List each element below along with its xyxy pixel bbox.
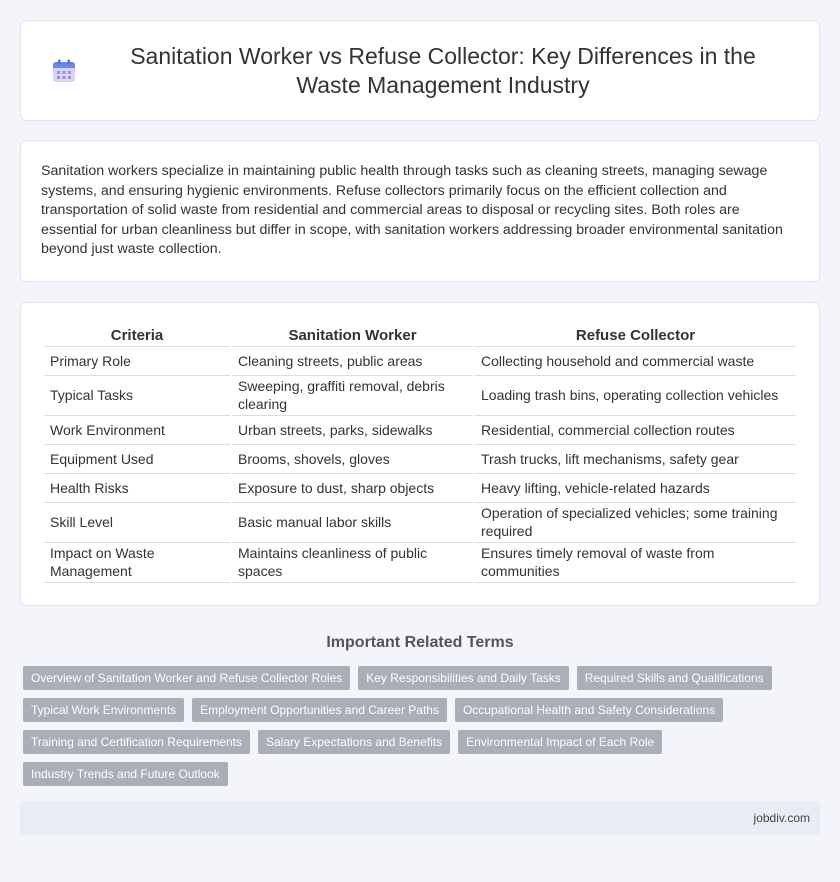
intro-card	[20, 140, 820, 282]
related-term-tag[interactable]: Salary Expectations and Benefits	[258, 730, 450, 754]
table-header-row	[44, 323, 796, 347]
cell-refuse-collector: Loading trash bins, operating collection vehicles	[475, 376, 796, 416]
header-card	[20, 20, 820, 121]
intro-text: Sanitation workers specialize in maintaining public health through tasks such as cleaning streets, managing sewage systems, and ensuring hygienic environments. Refuse collectors primarily focus on the efficient collection and transportation of solid waste from residential and commercial areas to disposal or recycling sites. Both roles are essential for urban cleanliness but differ in scope, with sanitation workers addressing broader environmental sanitation beyond just waste collection.	[41, 163, 783, 258]
cell-refuse-collector: Residential, commercial collection routes	[475, 416, 796, 445]
cell-criteria: Equipment Used	[44, 445, 230, 474]
related-term-tag[interactable]: Training and Certification Requirements	[23, 730, 250, 754]
comparison-table-card	[20, 302, 820, 606]
cell-criteria: Work Environment	[44, 416, 230, 445]
cell-criteria: Skill Level	[44, 503, 230, 543]
related-term-tag[interactable]: Typical Work Environments	[23, 698, 184, 722]
table-row	[44, 347, 796, 376]
cell-sanitation-worker: Sweeping, graffiti removal, debris clearing	[232, 376, 473, 416]
cell-refuse-collector: Heavy lifting, vehicle-related hazards	[475, 474, 796, 503]
cell-sanitation-worker: Maintains cleanliness of public spaces	[232, 543, 473, 583]
related-term-tag[interactable]: Overview of Sanitation Worker and Refuse Collector Roles	[23, 666, 350, 690]
related-term-tag[interactable]: Required Skills and Qualifications	[577, 666, 772, 690]
related-terms-tags	[20, 666, 820, 786]
related-term-tag[interactable]: Occupational Health and Safety Considerations	[455, 698, 723, 722]
related-terms-title: Important Related Terms	[326, 633, 514, 651]
cell-criteria: Health Risks	[44, 474, 230, 503]
page-title: Sanitation Worker vs Refuse Collector: Key Differences in the Waste Management Industry	[130, 42, 756, 98]
related-term-tag[interactable]: Environmental Impact of Each Role	[458, 730, 662, 754]
table-row	[44, 445, 796, 474]
header-criteria: Criteria	[44, 323, 230, 347]
footer-site-link[interactable]: jobdiv.com	[753, 810, 810, 825]
cell-criteria: Impact on Waste Management	[44, 543, 230, 583]
table-row	[44, 543, 796, 583]
header-sanitation-worker: Sanitation Worker	[232, 323, 473, 347]
cell-criteria: Primary Role	[44, 347, 230, 376]
calendar-icon	[51, 58, 77, 84]
cell-sanitation-worker: Brooms, shovels, gloves	[232, 445, 473, 474]
header-refuse-collector: Refuse Collector	[475, 323, 796, 347]
comparison-table	[42, 323, 798, 583]
cell-sanitation-worker: Cleaning streets, public areas	[232, 347, 473, 376]
related-term-tag[interactable]: Industry Trends and Future Outlook	[23, 762, 228, 786]
cell-sanitation-worker: Exposure to dust, sharp objects	[232, 474, 473, 503]
table-row	[44, 474, 796, 503]
related-term-tag[interactable]: Employment Opportunities and Career Paths	[192, 698, 447, 722]
table-row	[44, 416, 796, 445]
cell-criteria: Typical Tasks	[44, 376, 230, 416]
cell-sanitation-worker: Urban streets, parks, sidewalks	[232, 416, 473, 445]
related-term-tag[interactable]: Key Responsibilities and Daily Tasks	[358, 666, 569, 690]
cell-refuse-collector: Collecting household and commercial waste	[475, 347, 796, 376]
footer	[20, 801, 820, 835]
cell-sanitation-worker: Basic manual labor skills	[232, 503, 473, 543]
table-row	[44, 503, 796, 543]
cell-refuse-collector: Ensures timely removal of waste from communities	[475, 543, 796, 583]
cell-refuse-collector: Operation of specialized vehicles; some training required	[475, 503, 796, 543]
cell-refuse-collector: Trash trucks, lift mechanisms, safety gear	[475, 445, 796, 474]
header-inner	[51, 42, 789, 100]
table-row	[44, 376, 796, 416]
